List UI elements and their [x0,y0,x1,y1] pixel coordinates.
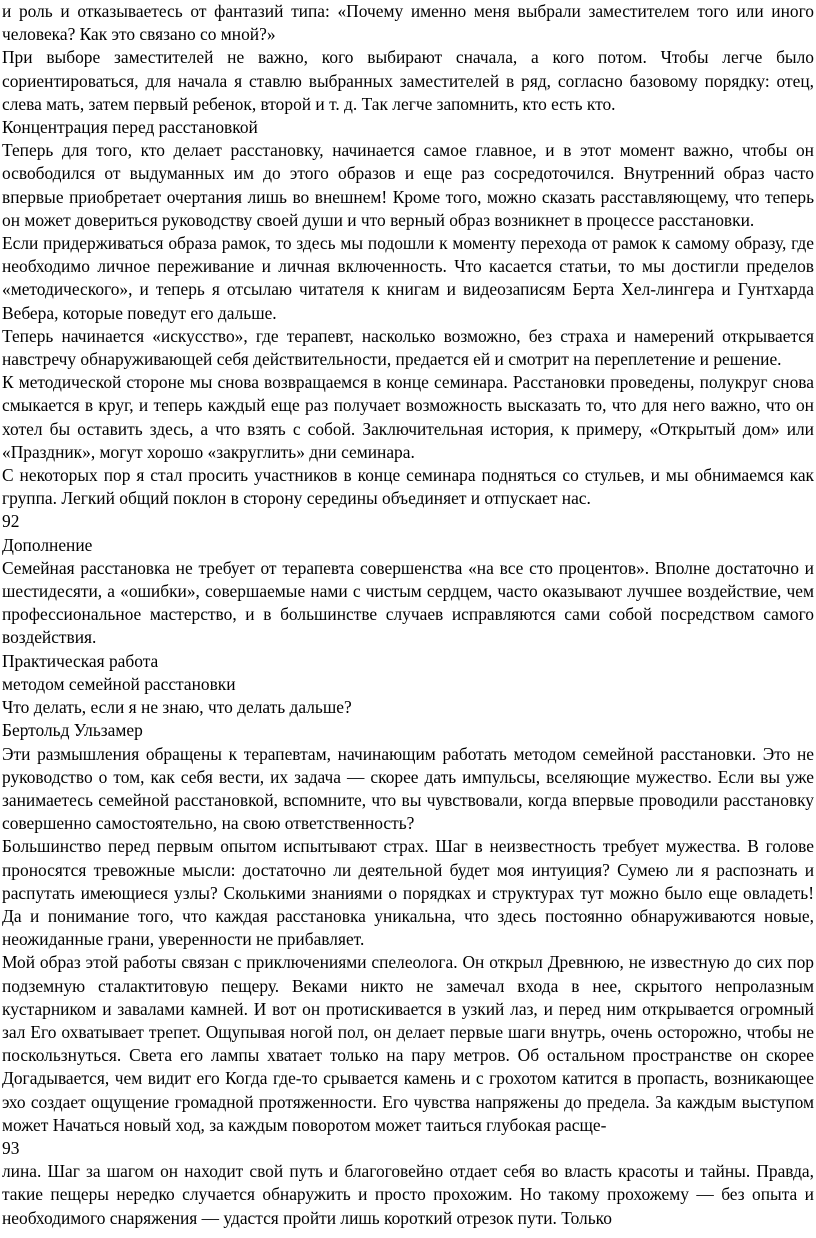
paragraph-concentration: Теперь для того, кто делает расстановку, начинается самое главное, и в этот момент важно, чтобы он освободился от выдуманных им до этого образов и еще раз сосредоточился. Внутренний образ часто впервые приобретает очертания лишь во внешнем! Кроме того, можно сказать расставляющему, что теперь он может довериться руководству своей души и что верный образ возникнет в процессе расстановки. [2,140,814,230]
section-heading-concentration: Концентрация перед расстановкой [2,117,258,138]
article-subtitle: Что делать, если я не знаю, что делать дальше? [2,697,352,718]
paragraph-roles: и роль и отказываетесь от фантазий типа: «Почему именно меня выбрали заместителем того или иного человека? Как это связано со мной?» [2,1,814,45]
paragraph-art: Теперь начинается «искусство», где терапевт, насколько возможно, без страха и намерений открывается навстречу обнаруживающей себя действительности, предается ей и смотрит на переплетение и решение. [2,325,814,370]
section-heading-addendum: Дополнение [2,534,93,555]
paragraph-frames: Если придерживаться образа рамок, то здесь мы подошли к моменту перехода от рамок к самому образу, где необходимо личное переживание и личная включенность. Что касается статьи, то мы достигли пределов «методического», и теперь я отсылаю читателя к книгам и видеозаписям Берта Хел-лингера и Гунтхарда Вебера, которые поведут его дальше. [2,233,814,323]
article-author: Бертольд Ульзамер [2,720,143,741]
article-title-line-2: методом семейной расстановки [2,673,236,694]
paragraph-addendum: Семейная расстановка не требует от терапевта совершенства «на все сто процентов». Вполне достаточно и шестидесяти, а «ошибки», совершаемые нами с чистым сердцем, часто оказывают лучшее воздействие, чем профессиональное мастерство, и в большинстве случаев исправляются сами собой посредством самого воздействия. [2,557,814,648]
page-number-92: 92 [2,511,20,532]
paragraph-continuation: лина. Шаг за шагом он находит свой путь и благоговейно отдает себя во власть красоты и тайны. Правда, такие пещеры нередко случается обнаружить и просто прохожим. Но такому прохожему — без опыта и необходимого снаряжения — удастся пройти лишь короткий отрезок пути. Только [2,1161,814,1228]
paragraph-reflections: Эти размышления обращены к терапевтам, начинающим работать методом семейной расстановки. Это не руководство о том, как себя вести, их задача — скорее дать импульсы, вселяющие мужество. Если вы уже занимаетесь семейной расстановкой, вспомните, что вы чувствовали, когда впервые проводили расстановку совершенно самостоятельно, на свою ответственность? [2,743,814,834]
paragraph-speleologist: Мой образ этой работы связан с приключениями спелеолога. Он открыл Древнюю, не известную до сих пор подземную сталактитовую пещеру. Веками никто не замечал входа в нее, скрытого непролазным кустарником и завалами камней. И вот он протискивается в узкий лаз, и перед ним открывается огромный зал Его охватывает трепет. Ощупывая ногой пол, он делает первые шаги внутрь, очень осторожно, чтобы не поскользнуться. Света его лампы хватает только на пару метров. Об остальном пространстве он скорее Догадывается, чем видит его Когда где-то срывается камень и с грохотом катится в пропасть, возникающее эхо создает ощущение громадной протяженности. Его чувства напряжены до предела. За каждым выступом может Начаться новый ход, за каждым поворотом может таиться глубокая расще- [2,952,814,1135]
article-title-line-1: Практическая работа [2,650,159,671]
page-number-93: 93 [2,1137,20,1158]
paragraph-fear: Большинство перед первым опытом испытывают страх. Шаг в неизвестность требует мужества. В голове проносятся тревожные мысли: достаточно ли деятельной будет моя интуиция? Сумею ли я распознать и распутать имеющиеся узлы? Сколькими знаниями о порядках и структурах тут можно было еще овладеть! Да и понимание того, что каждая расстановка уникальна, что здесь постоянно обнаруживаются новые, неожиданные грани, уверенности не прибавляет. [2,836,814,950]
paragraph-methodical: К методической стороне мы снова возвращаемся в конце семинара. Расстановки проведены, полукруг снова смыкается в круг, и теперь каждый еще раз получает возможность высказать то, что для него важно, что он хотел бы оставить здесь, а что взять с собой. Заключительная история, к примеру, «Открытый дом» или «Праздник», могут хорошо «закруглить» дни семинара. [2,372,814,462]
paragraph-choosing-representatives: При выборе заместителей не важно, кого выбирают сначала, а кого потом. Чтобы легче было сориентироваться, для начала я ставлю выбранных заместителей в ряд, согласно базовому порядку: отец, слева мать, затем первый ребенок, второй и т. д. Так легче запомнить, кто есть кто. [2,47,814,114]
paragraph-group-hug: С некоторых пор я стал просить участников в конце семинара подняться со стульев, и мы обнимаемся как группа. Легкий общий поклон в сторону середины объединяет и отпускает нас. [2,465,814,509]
